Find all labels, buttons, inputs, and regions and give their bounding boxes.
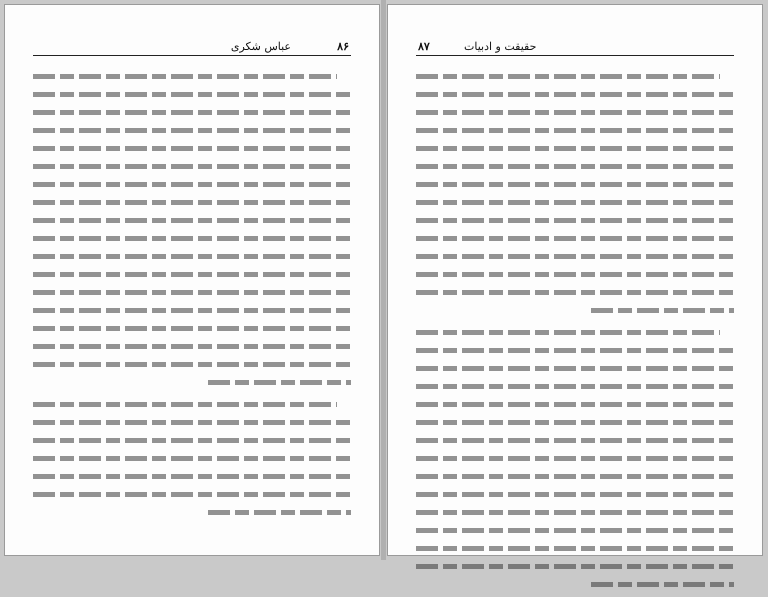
right-page-number: ۸۷ xyxy=(418,40,430,53)
left-running-head xyxy=(33,39,351,56)
paragraph xyxy=(33,67,351,391)
text-line xyxy=(416,449,734,467)
text-line xyxy=(416,575,734,593)
text-line xyxy=(416,193,734,211)
text-line xyxy=(33,103,351,121)
text-line xyxy=(33,265,351,283)
text-line xyxy=(416,521,734,539)
right-running-head-title: حقیقت و ادبیات xyxy=(464,40,537,53)
paragraph xyxy=(416,323,734,593)
text-line xyxy=(416,103,734,121)
text-line xyxy=(33,431,351,449)
left-body-text xyxy=(33,67,351,525)
text-line xyxy=(416,377,734,395)
text-line xyxy=(416,211,734,229)
text-line xyxy=(416,301,734,319)
text-line xyxy=(33,175,351,193)
text-line xyxy=(416,539,734,557)
text-line xyxy=(33,229,351,247)
text-line xyxy=(416,467,734,485)
text-line xyxy=(33,467,351,485)
right-body-text xyxy=(416,67,734,597)
text-line xyxy=(33,157,351,175)
text-line xyxy=(33,337,351,355)
text-line xyxy=(416,323,734,341)
text-line xyxy=(33,395,351,413)
text-line xyxy=(416,341,734,359)
right-page xyxy=(387,4,763,556)
text-line xyxy=(416,503,734,521)
text-line xyxy=(33,413,351,431)
text-line xyxy=(33,139,351,157)
text-line xyxy=(416,85,734,103)
text-line xyxy=(416,413,734,431)
text-line xyxy=(33,355,351,373)
paragraph xyxy=(416,67,734,319)
text-line xyxy=(416,485,734,503)
text-line xyxy=(33,67,351,85)
text-line xyxy=(33,121,351,139)
left-page-number: ۸۶ xyxy=(337,40,349,53)
text-line xyxy=(33,247,351,265)
text-line xyxy=(33,485,351,503)
text-line xyxy=(416,175,734,193)
text-line xyxy=(33,85,351,103)
text-line xyxy=(416,283,734,301)
text-line xyxy=(33,319,351,337)
text-line xyxy=(33,211,351,229)
left-page xyxy=(4,4,380,556)
text-line xyxy=(416,157,734,175)
text-line xyxy=(416,121,734,139)
paragraph xyxy=(33,395,351,521)
text-line xyxy=(416,67,734,85)
text-line xyxy=(416,139,734,157)
text-line xyxy=(33,449,351,467)
text-line xyxy=(33,193,351,211)
text-line xyxy=(33,373,351,391)
book-spine xyxy=(381,0,386,560)
text-line xyxy=(33,301,351,319)
text-line xyxy=(416,265,734,283)
text-line xyxy=(416,359,734,377)
text-line xyxy=(33,283,351,301)
left-running-head-title: عباس شکری xyxy=(230,40,291,53)
text-line xyxy=(416,431,734,449)
right-running-head xyxy=(416,39,734,56)
text-line xyxy=(33,503,351,521)
text-line xyxy=(416,229,734,247)
text-line xyxy=(416,247,734,265)
text-line xyxy=(416,395,734,413)
